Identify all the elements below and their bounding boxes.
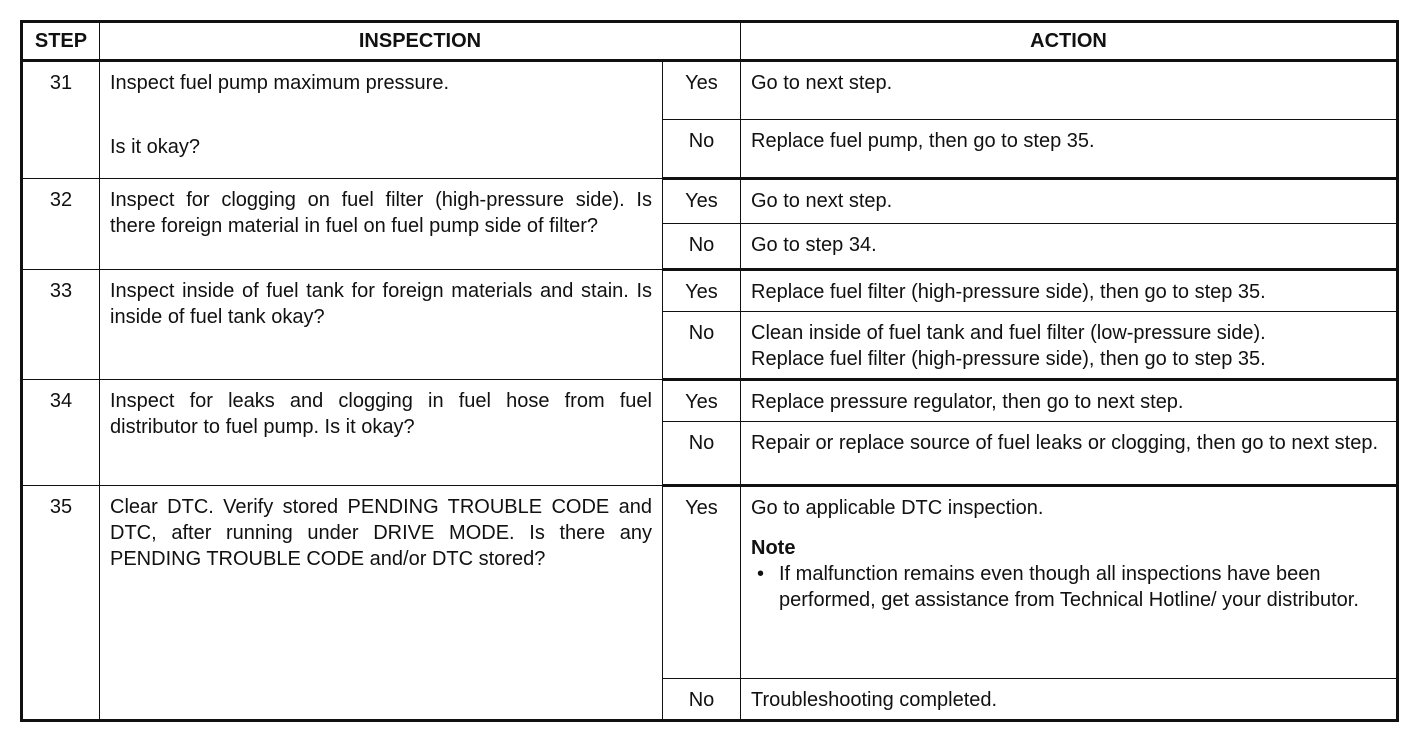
yes-label: Yes <box>663 179 741 224</box>
inspection-text: Clear DTC. Verify stored PENDING TROUBLE CODE and DTC, after running under DRIVE MODE. Is there any PENDING TROUBLE CODE and/or DTC stored? <box>110 496 652 570</box>
yes-label: Yes <box>663 380 741 422</box>
yes-action: Go to next step. <box>741 179 1398 224</box>
step-number: 34 <box>22 380 100 486</box>
inspection-question: Is it okay? <box>110 136 201 158</box>
inspection-text: Inspect fuel pump maximum pressure. <box>110 72 450 94</box>
inspection-cell <box>100 270 663 380</box>
inspection-text: Inspect for leaks and clogging in fuel hose from fuel distributor to fuel pump. Is it okay? <box>110 390 652 438</box>
table-row <box>22 380 1398 422</box>
no-label: No <box>663 224 741 270</box>
no-action-line: Replace fuel filter (high-pressure side), then go to step 35. <box>751 348 1266 370</box>
inspection-text: Inspect for clogging on fuel filter (high-pressure side). Is there foreign material in fuel on fuel pump side of filter? <box>110 189 652 237</box>
inspection-cell <box>100 61 663 179</box>
bullet-icon: • <box>757 563 765 585</box>
yes-action-cell <box>741 486 1398 679</box>
step-number: 35 <box>22 486 100 721</box>
no-action <box>741 312 1398 380</box>
inspection-header: INSPECTION <box>100 22 741 61</box>
step-number: 31 <box>22 61 100 179</box>
header-row <box>22 22 1398 61</box>
no-label: No <box>663 422 741 486</box>
note-text: If malfunction remains even though all inspections have been performed, get assistance from Technical Hotline/ your distributor. <box>779 563 1359 611</box>
inspection-cell <box>100 380 663 486</box>
yes-label: Yes <box>663 270 741 312</box>
table-row <box>22 179 1398 224</box>
yes-action: Replace fuel filter (high-pressure side), then go to step 35. <box>741 270 1398 312</box>
note-title: Note <box>751 537 796 559</box>
yes-action: Replace pressure regulator, then go to next step. <box>741 380 1398 422</box>
no-action-line: Clean inside of fuel tank and fuel filter (low-pressure side). <box>751 322 1266 344</box>
no-label: No <box>663 679 741 721</box>
no-label: No <box>663 120 741 179</box>
table-row <box>22 270 1398 312</box>
inspection-cell <box>100 179 663 270</box>
action-header: ACTION <box>741 22 1398 61</box>
step-number: 33 <box>22 270 100 380</box>
inspection-cell <box>100 486 663 721</box>
no-label: No <box>663 312 741 380</box>
no-action: Troubleshooting completed. <box>741 679 1398 721</box>
yes-action: Go to applicable DTC inspection. <box>751 497 1044 519</box>
inspection-table <box>20 20 1399 722</box>
table-row <box>22 61 1398 120</box>
yes-label: Yes <box>663 486 741 679</box>
inspection-text: Inspect inside of fuel tank for foreign materials and stain. Is inside of fuel tank okay? <box>110 280 652 328</box>
note-item <box>751 561 1386 613</box>
yes-action: Go to next step. <box>741 61 1398 120</box>
step-number: 32 <box>22 179 100 270</box>
no-action: Replace fuel pump, then go to step 35. <box>741 120 1398 179</box>
no-action: Repair or replace source of fuel leaks or clogging, then go to next step. <box>741 422 1398 486</box>
no-action: Go to step 34. <box>741 224 1398 270</box>
troubleshooting-document <box>20 20 1399 722</box>
table-row <box>22 486 1398 679</box>
yes-label: Yes <box>663 61 741 120</box>
step-header: STEP <box>22 22 100 61</box>
